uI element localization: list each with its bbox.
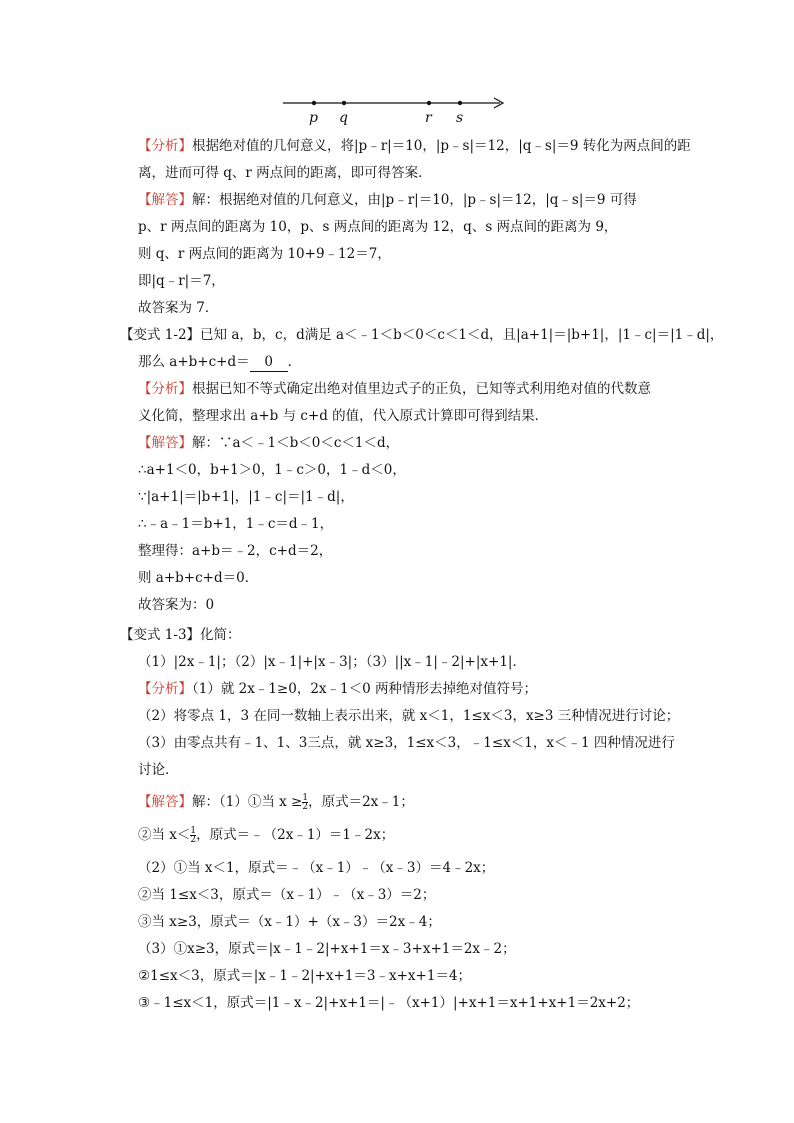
- answer-text-cont: ，原式＝2x﹣1；: [308, 794, 414, 810]
- ex1-2-question-line-2: [138, 353, 301, 372]
- ex1-2-question-text: 已知 a，b，c，d满足 a＜﹣1＜b＜0＜c＜1＜d，且|a+1|＝|b+1|，|1﹣c|＝|1﹣d|，: [200, 327, 724, 343]
- ex1-1-answer-line-3: 则 q、r 两点间的距离为 10+9﹣12＝7，: [138, 246, 391, 262]
- analysis-tag: 【分析】: [138, 381, 192, 397]
- ex1-3-tag: 【变式 1-3】: [120, 627, 201, 643]
- ex1-3-analysis-line-4: 讨论．: [138, 762, 179, 778]
- ex1-2-question-text-2: 那么 a+b+c+d＝: [138, 354, 250, 370]
- answer-text: 解：根据绝对值的几何意义，由|p﹣r|＝10，|p﹣s|＝12，|q﹣s|＝9 可得: [192, 192, 637, 208]
- ex1-1-answer-line-4: 即|q﹣r|＝7，: [138, 273, 225, 289]
- point-s-dot: [458, 101, 462, 105]
- answer-tag: 【解答】: [138, 794, 192, 810]
- analysis-text: 根据已知不等式确定出绝对值里边式子的正负，已知等式利用绝对值的代数意: [192, 381, 651, 397]
- ex1-2-answer-line-4: ∴﹣a﹣1＝b+1，1﹣c＝d﹣1，: [138, 516, 334, 532]
- analysis-text: 根据绝对值的几何意义，将|p﹣r|＝10，|p﹣s|＝12，|q﹣s|＝9 转化为两点间的距: [192, 138, 691, 154]
- ex1-1-answer-line-1: [138, 191, 637, 209]
- point-r-label: r: [425, 110, 432, 126]
- number-line-figure: [0, 0, 794, 130]
- fraction-numerator: 1: [190, 826, 197, 836]
- ex1-2-analysis-line-2: 义化简，整理求出 a+b 与 c+d 的值，代入原式计算即可得到结果．: [138, 408, 549, 424]
- ex1-3-answer-line-4: ②当 1≤x＜3，原式＝（x﹣1）﹣（x﹣3）＝2；: [138, 887, 436, 903]
- ex1-3-answer-line-6: （3）①x≥3，原式＝|x﹣1﹣2|+x+1＝x﹣3+x+1＝2x﹣2；: [138, 941, 516, 957]
- ex1-2-question-end: ．: [287, 354, 302, 370]
- ex1-3-analysis-line-2: （2）将零点 1，3 在同一数轴上表示出来，就 x＜1，1≤x＜3，x≥3 三种情况进行讨论；: [138, 708, 680, 724]
- ex1-3-answer-line-2: [138, 826, 394, 844]
- ex1-2-answer-line-6: 则 a+b+c+d＝0．: [138, 570, 259, 586]
- ex1-3-question-line: （1）|2x﹣1|；（2）|x﹣1|+|x﹣3|；（3）||x﹣1|﹣2|+|x+1|．: [138, 654, 526, 670]
- answer-text-cont: ，原式＝﹣（2x﹣1）＝1﹣2x；: [196, 827, 395, 843]
- ex1-3-analysis-line-3: （3）由零点共有﹣1、1、3三点，就 x≥3，1≤x＜3，﹣1≤x＜1，x＜﹣1 四种情况进行: [138, 735, 675, 751]
- ex1-3-answer-line-8: ③﹣1≤x＜1，原式＝|1﹣x﹣2|+x+1＝|﹣（x+1）|+x+1＝x+1+x+1＝2x+2；: [138, 995, 640, 1011]
- analysis-tag: 【分析】: [138, 138, 192, 154]
- ex1-1-answer-line-5: 故答案为 7．: [138, 300, 219, 316]
- ex1-2-analysis-line-1: [138, 380, 651, 398]
- analysis-text: （1）就 2x﹣1≥0，2x﹣1＜0 两种情形去掉绝对值符号；: [192, 681, 537, 697]
- answer-text: 解：（1）①当 x ≥: [192, 794, 303, 810]
- ex1-3-answer-line-3: （2）①当 x＜1，原式＝﹣（x﹣1）﹣（x﹣3）＝4﹣2x；: [138, 860, 495, 876]
- ex1-2-answer-line-3: ∵|a+1|＝|b+1|，|1﹣c|＝|1﹣d|，: [138, 489, 354, 505]
- ex1-1-answer-line-2: p、r 两点间的距离为 10，p、s 两点间的距离为 12，q、s 两点间的距离为 9，: [138, 219, 618, 235]
- point-q-dot: [342, 101, 346, 105]
- ex1-2-answer-line-1: [138, 434, 399, 452]
- point-p-label: p: [309, 110, 318, 126]
- answer-text: 解：∵a＜﹣1＜b＜0＜c＜1＜d，: [192, 435, 400, 451]
- ex1-3-title-line: [120, 626, 241, 644]
- answer-tag: 【解答】: [138, 435, 192, 451]
- ex1-2-question-line-1: [120, 326, 723, 344]
- ex1-1-analysis-line-2: 离，进而可得 q、r 两点间的距离，即可得答案．: [138, 165, 432, 181]
- answer-blank: 0: [250, 353, 288, 372]
- ex1-3-answer-line-7: ②1≤x＜3，原式＝|x﹣1﹣2|+x+1＝3﹣x+x+1＝4；: [138, 968, 472, 984]
- point-r-dot: [427, 101, 431, 105]
- point-p-dot: [312, 101, 316, 105]
- answer-text: ②当 x＜: [138, 827, 191, 843]
- ex1-3-title: 化简：: [200, 627, 241, 643]
- point-s-label: s: [456, 110, 464, 126]
- ex1-2-answer-line-7: 故答案为：0: [138, 597, 215, 613]
- ex1-2-answer-line-5: 整理得：a+b＝﹣2，c+d＝2，: [138, 543, 333, 559]
- ex1-3-analysis-line-1: [138, 680, 537, 698]
- point-q-label: q: [339, 110, 348, 126]
- ex1-2-answer-line-2: ∴a+1＜0，b+1＞0，1﹣c＞0，1﹣d＜0，: [138, 462, 406, 478]
- answer-tag: 【解答】: [138, 192, 192, 208]
- fraction-denominator: 2: [302, 802, 309, 812]
- ex1-3-answer-line-5: ③当 x≥3，原式＝（x﹣1）+（x﹣3）＝2x﹣4；: [138, 914, 441, 930]
- fraction-denominator: 2: [190, 835, 197, 845]
- fraction-numerator: 1: [302, 793, 309, 803]
- ex1-1-analysis-line-1: [138, 137, 691, 155]
- ex1-2-tag: 【变式 1-2】: [120, 327, 201, 343]
- ex1-3-answer-line-1: [138, 793, 414, 811]
- analysis-tag: 【分析】: [138, 681, 192, 697]
